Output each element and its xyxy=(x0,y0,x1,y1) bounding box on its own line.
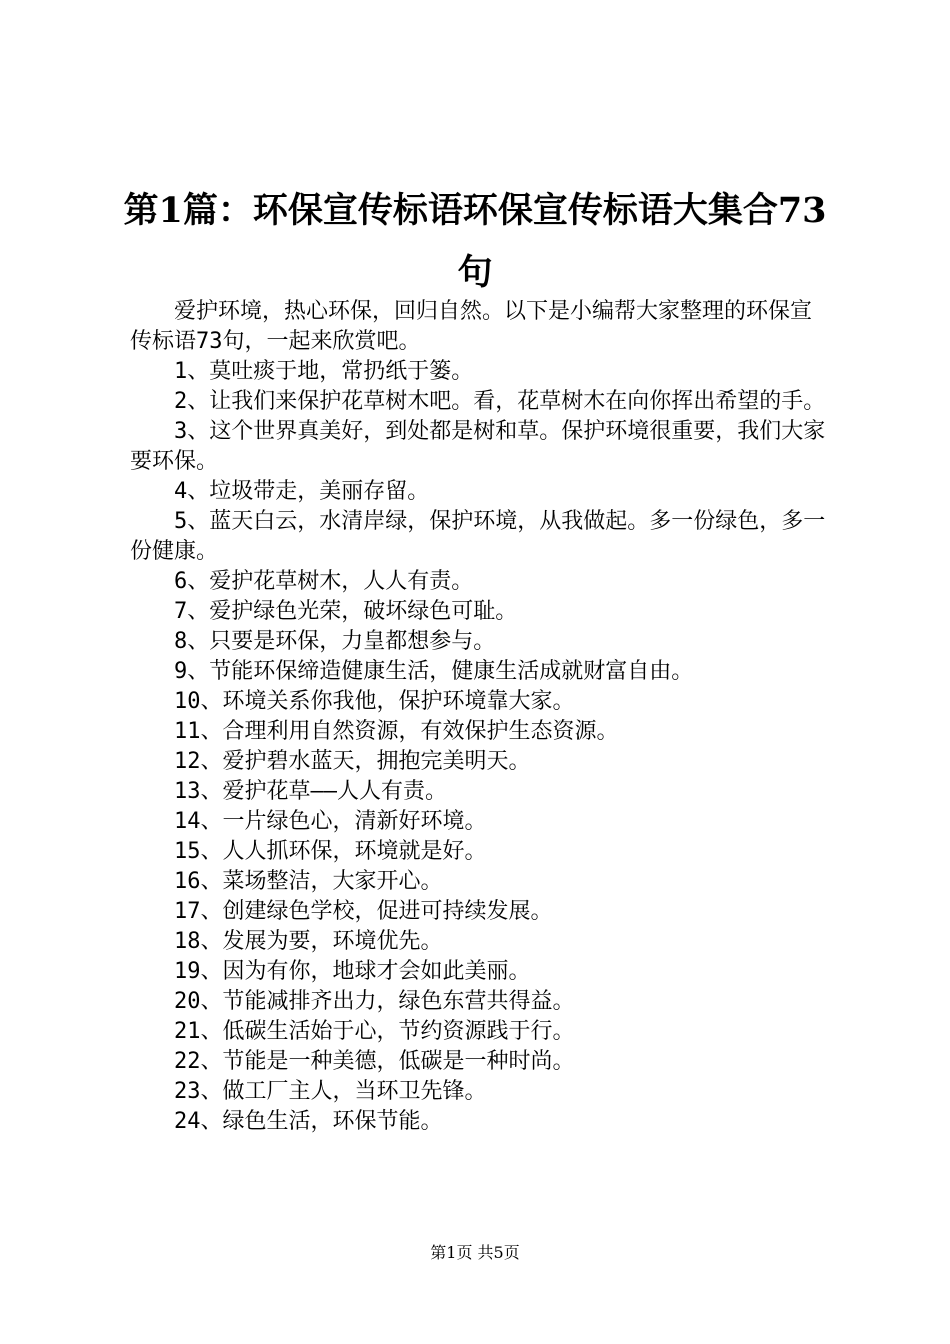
slogan-item: 22、节能是一种美德，低碳是一种时尚。 xyxy=(174,1049,575,1074)
slogan-item: 6、爱护花草树木，人人有责。 xyxy=(174,569,474,594)
slogan-item: 14、一片绿色心，清新好环境。 xyxy=(174,809,487,834)
slogan-item: 8、只要是环保，力皇都想参与。 xyxy=(174,629,496,654)
page-footer: 第1页 共5页 xyxy=(430,1243,520,1262)
slogan-item: 17、创建绿色学校，促进可持续发展。 xyxy=(174,899,553,924)
slogan-item: 10、环境关系你我他，保护环境靠大家。 xyxy=(174,689,575,714)
slogan-item: 5、蓝天白云，水清岸绿，保护环境，从我做起。多一份绿色，多一份健康。 xyxy=(130,509,826,564)
slogan-item: 1、莫吐痰于地，常扔纸于篓。 xyxy=(174,359,474,384)
slogan-item: 12、爱护碧水蓝天，拥抱完美明天。 xyxy=(174,749,531,774)
slogan-item: 24、绿色生活，环保节能。 xyxy=(174,1109,443,1134)
document-body xyxy=(130,297,832,1137)
intro-paragraph: 爱护环境，热心环保，回归自然。以下是小编帮大家整理的环保宣传标语73句，一起来欣赏吧。 xyxy=(130,299,813,354)
slogan-item: 2、让我们来保护花草树木吧。看，花草树木在向你挥出希望的手。 xyxy=(174,389,826,414)
slogan-item: 16、菜场整洁，大家开心。 xyxy=(174,869,443,894)
slogan-item: 13、爱护花草——人人有责。 xyxy=(174,779,447,804)
slogan-item: 7、爱护绿色光荣，破坏绿色可耻。 xyxy=(174,599,518,624)
slogan-item: 11、合理利用自然资源，有效保护生态资源。 xyxy=(174,719,619,744)
slogan-item: 3、这个世界真美好，到处都是树和草。保护环境很重要，我们大家要环保。 xyxy=(130,419,826,474)
slogan-item: 21、低碳生活始于心，节约资源践于行。 xyxy=(174,1019,575,1044)
slogan-item: 15、人人抓环保，环境就是好。 xyxy=(174,839,487,864)
slogan-item: 4、垃圾带走，美丽存留。 xyxy=(174,479,430,504)
document-title: 第1篇：环保宣传标语环保宣传标语大集合73句 xyxy=(123,190,827,293)
slogan-item: 20、节能减排齐出力，绿色东营共得益。 xyxy=(174,989,575,1014)
slogan-item: 9、节能环保缔造健康生活，健康生活成就财富自由。 xyxy=(174,659,694,684)
slogan-item: 19、因为有你，地球才会如此美丽。 xyxy=(174,959,531,984)
slogan-item: 23、做工厂主人，当环卫先锋。 xyxy=(174,1079,487,1104)
slogan-item: 18、发展为要，环境优先。 xyxy=(174,929,443,954)
